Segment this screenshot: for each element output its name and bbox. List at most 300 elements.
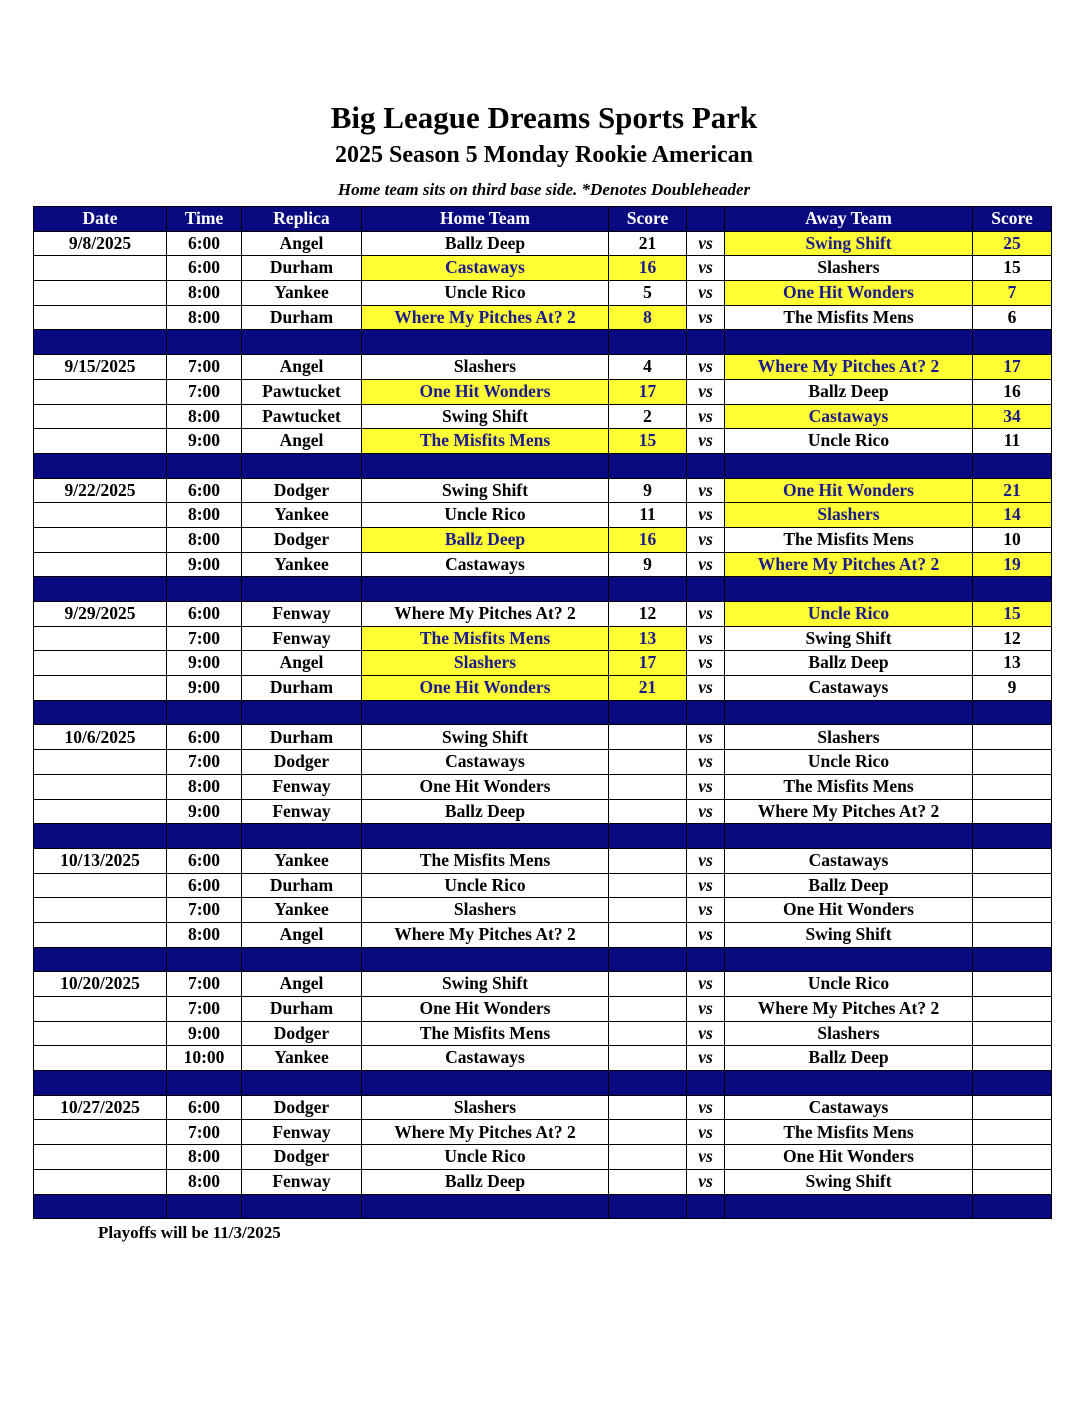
separator-cell — [973, 1071, 1052, 1096]
table-header-row — [34, 207, 1052, 232]
table-row — [34, 873, 1052, 898]
away-team: One Hit Wonders — [725, 478, 973, 503]
away-score — [973, 1145, 1052, 1170]
home-team: Slashers — [362, 355, 609, 380]
game-date: 9/15/2025 — [34, 355, 167, 380]
away-team: Castaways — [725, 1095, 973, 1120]
table-row — [34, 848, 1052, 873]
separator-cell — [725, 1071, 973, 1096]
table-row — [34, 750, 1052, 775]
vs-label: vs — [687, 873, 725, 898]
home-score — [609, 1145, 687, 1170]
home-team: The Misfits Mens — [362, 626, 609, 651]
vs-label: vs — [687, 305, 725, 330]
table-row — [34, 281, 1052, 306]
away-score: 15 — [973, 256, 1052, 281]
home-team: Uncle Rico — [362, 1145, 609, 1170]
game-date — [34, 1046, 167, 1071]
table-row — [34, 922, 1052, 947]
away-team: One Hit Wonders — [725, 898, 973, 923]
col-header-time: Time — [167, 207, 242, 232]
away-score: 15 — [973, 602, 1052, 627]
schedule-body — [34, 231, 1052, 1219]
home-score — [609, 750, 687, 775]
table-row — [34, 676, 1052, 701]
separator-cell — [687, 330, 725, 355]
table-row — [34, 355, 1052, 380]
game-time: 8:00 — [167, 527, 242, 552]
separator-cell — [687, 453, 725, 478]
separator-cell — [687, 700, 725, 725]
away-score — [973, 922, 1052, 947]
home-score — [609, 799, 687, 824]
separator-cell — [609, 1071, 687, 1096]
separator-cell — [609, 947, 687, 972]
schedule-note: Home team sits on third base side. *Denotes Doubleheader — [337, 180, 751, 199]
home-team: The Misfits Mens — [362, 1021, 609, 1046]
vs-label: vs — [687, 503, 725, 528]
separator-cell — [34, 824, 167, 849]
away-team: Slashers — [725, 1021, 973, 1046]
table-row — [34, 552, 1052, 577]
away-team: The Misfits Mens — [725, 1120, 973, 1145]
separator-cell — [362, 1194, 609, 1219]
home-score: 9 — [609, 552, 687, 577]
away-team: Ballz Deep — [725, 651, 973, 676]
home-team: Where My Pitches At? 2 — [362, 305, 609, 330]
game-replica-field: Fenway — [242, 799, 362, 824]
vs-label: vs — [687, 774, 725, 799]
vs-label: vs — [687, 626, 725, 651]
away-score: 12 — [973, 626, 1052, 651]
away-team: Castaways — [725, 404, 973, 429]
week-separator-row — [34, 453, 1052, 478]
home-score: 17 — [609, 651, 687, 676]
home-team: The Misfits Mens — [362, 429, 609, 454]
home-team: One Hit Wonders — [362, 997, 609, 1022]
home-score — [609, 1169, 687, 1194]
separator-cell — [973, 1194, 1052, 1219]
separator-cell — [242, 947, 362, 972]
game-date: 9/22/2025 — [34, 478, 167, 503]
game-time: 8:00 — [167, 922, 242, 947]
col-header-away-team: Away Team — [725, 207, 973, 232]
vs-label: vs — [687, 972, 725, 997]
separator-cell — [242, 1071, 362, 1096]
game-time: 6:00 — [167, 602, 242, 627]
table-row — [34, 799, 1052, 824]
away-score — [973, 972, 1052, 997]
week-separator-row — [34, 947, 1052, 972]
game-replica-field: Durham — [242, 305, 362, 330]
game-date — [34, 281, 167, 306]
game-date — [34, 1169, 167, 1194]
vs-label: vs — [687, 429, 725, 454]
away-team: One Hit Wonders — [725, 1145, 973, 1170]
game-date — [34, 898, 167, 923]
home-team: Castaways — [362, 552, 609, 577]
home-score — [609, 725, 687, 750]
game-date — [34, 922, 167, 947]
separator-cell — [725, 700, 973, 725]
game-date — [34, 1145, 167, 1170]
separator-cell — [34, 453, 167, 478]
home-score: 16 — [609, 527, 687, 552]
game-time: 7:00 — [167, 355, 242, 380]
home-team: Ballz Deep — [362, 1169, 609, 1194]
away-score — [973, 1095, 1052, 1120]
away-score: 6 — [973, 305, 1052, 330]
game-date — [34, 626, 167, 651]
home-team: Slashers — [362, 651, 609, 676]
week-separator-row — [34, 330, 1052, 355]
game-replica-field: Fenway — [242, 626, 362, 651]
away-score — [973, 997, 1052, 1022]
game-date: 10/27/2025 — [34, 1095, 167, 1120]
game-replica-field: Angel — [242, 651, 362, 676]
game-replica-field: Yankee — [242, 503, 362, 528]
game-time: 8:00 — [167, 281, 242, 306]
table-row — [34, 997, 1052, 1022]
home-score: 13 — [609, 626, 687, 651]
home-team: Uncle Rico — [362, 503, 609, 528]
table-row — [34, 379, 1052, 404]
game-date — [34, 379, 167, 404]
separator-cell — [242, 700, 362, 725]
home-score — [609, 1046, 687, 1071]
away-team: Swing Shift — [725, 231, 973, 256]
separator-cell — [167, 700, 242, 725]
home-team: Where My Pitches At? 2 — [362, 1120, 609, 1145]
away-score — [973, 799, 1052, 824]
game-replica-field: Dodger — [242, 478, 362, 503]
game-replica-field: Durham — [242, 873, 362, 898]
table-row — [34, 503, 1052, 528]
game-date — [34, 256, 167, 281]
separator-cell — [167, 577, 242, 602]
home-team: Where My Pitches At? 2 — [362, 602, 609, 627]
game-time: 6:00 — [167, 478, 242, 503]
table-row — [34, 231, 1052, 256]
table-row — [34, 898, 1052, 923]
game-date — [34, 1120, 167, 1145]
home-score — [609, 1021, 687, 1046]
table-row — [34, 429, 1052, 454]
home-team: Ballz Deep — [362, 231, 609, 256]
separator-cell — [167, 824, 242, 849]
separator-cell — [725, 947, 973, 972]
separator-cell — [725, 577, 973, 602]
game-replica-field: Fenway — [242, 602, 362, 627]
away-score — [973, 1046, 1052, 1071]
home-score — [609, 1120, 687, 1145]
home-team: Swing Shift — [362, 972, 609, 997]
col-header-replica: Replica — [242, 207, 362, 232]
away-score — [973, 1021, 1052, 1046]
home-team: The Misfits Mens — [362, 848, 609, 873]
separator-cell — [362, 700, 609, 725]
home-score: 15 — [609, 429, 687, 454]
game-time: 7:00 — [167, 1120, 242, 1145]
separator-cell — [973, 947, 1052, 972]
game-replica-field: Yankee — [242, 552, 362, 577]
game-time: 6:00 — [167, 256, 242, 281]
vs-label: vs — [687, 404, 725, 429]
away-team: Ballz Deep — [725, 379, 973, 404]
home-score: 11 — [609, 503, 687, 528]
game-time: 7:00 — [167, 626, 242, 651]
game-time: 9:00 — [167, 429, 242, 454]
game-replica-field: Dodger — [242, 527, 362, 552]
away-score: 21 — [973, 478, 1052, 503]
away-team: Where My Pitches At? 2 — [725, 355, 973, 380]
away-team: Uncle Rico — [725, 429, 973, 454]
separator-cell — [167, 1071, 242, 1096]
away-score: 14 — [973, 503, 1052, 528]
table-row — [34, 1169, 1052, 1194]
separator-cell — [362, 1071, 609, 1096]
away-team: Slashers — [725, 256, 973, 281]
separator-cell — [609, 700, 687, 725]
game-time: 7:00 — [167, 997, 242, 1022]
week-separator-row — [34, 700, 1052, 725]
away-score — [973, 898, 1052, 923]
home-score: 17 — [609, 379, 687, 404]
separator-cell — [687, 1194, 725, 1219]
game-date: 9/29/2025 — [34, 602, 167, 627]
game-date — [34, 305, 167, 330]
table-row — [34, 1095, 1052, 1120]
table-row — [34, 651, 1052, 676]
game-time: 6:00 — [167, 848, 242, 873]
table-row — [34, 256, 1052, 281]
table-row — [34, 478, 1052, 503]
col-header-home-score: Score — [609, 207, 687, 232]
game-time: 7:00 — [167, 750, 242, 775]
away-score — [973, 1169, 1052, 1194]
game-time: 8:00 — [167, 1169, 242, 1194]
away-team: Uncle Rico — [725, 972, 973, 997]
home-team: Where My Pitches At? 2 — [362, 922, 609, 947]
separator-cell — [34, 700, 167, 725]
away-score: 25 — [973, 231, 1052, 256]
home-team: Castaways — [362, 750, 609, 775]
separator-cell — [167, 330, 242, 355]
separator-cell — [609, 577, 687, 602]
separator-cell — [725, 1194, 973, 1219]
game-date — [34, 799, 167, 824]
home-score: 5 — [609, 281, 687, 306]
table-row — [34, 1145, 1052, 1170]
away-team: Where My Pitches At? 2 — [725, 799, 973, 824]
home-score: 8 — [609, 305, 687, 330]
separator-cell — [242, 453, 362, 478]
game-replica-field: Dodger — [242, 1095, 362, 1120]
away-score: 9 — [973, 676, 1052, 701]
separator-cell — [34, 947, 167, 972]
separator-cell — [725, 453, 973, 478]
home-team: One Hit Wonders — [362, 774, 609, 799]
home-score — [609, 972, 687, 997]
home-team: Uncle Rico — [362, 873, 609, 898]
away-score — [973, 848, 1052, 873]
home-score — [609, 1095, 687, 1120]
game-replica-field: Fenway — [242, 1120, 362, 1145]
week-separator-row — [34, 577, 1052, 602]
vs-label: vs — [687, 602, 725, 627]
home-score — [609, 774, 687, 799]
table-row — [34, 626, 1052, 651]
game-date — [34, 503, 167, 528]
home-score: 2 — [609, 404, 687, 429]
vs-label: vs — [687, 231, 725, 256]
separator-cell — [242, 1194, 362, 1219]
game-replica-field: Pawtucket — [242, 379, 362, 404]
separator-cell — [973, 824, 1052, 849]
game-replica-field: Yankee — [242, 281, 362, 306]
away-score: 10 — [973, 527, 1052, 552]
separator-cell — [34, 1071, 167, 1096]
game-date — [34, 552, 167, 577]
away-team: The Misfits Mens — [725, 527, 973, 552]
game-date — [34, 429, 167, 454]
game-replica-field: Fenway — [242, 774, 362, 799]
vs-label: vs — [687, 256, 725, 281]
home-team: One Hit Wonders — [362, 379, 609, 404]
vs-label: vs — [687, 898, 725, 923]
game-replica-field: Dodger — [242, 1021, 362, 1046]
separator-cell — [725, 824, 973, 849]
vs-label: vs — [687, 750, 725, 775]
table-row — [34, 602, 1052, 627]
home-team: Slashers — [362, 898, 609, 923]
vs-label: vs — [687, 1046, 725, 1071]
separator-cell — [34, 1194, 167, 1219]
separator-cell — [167, 1194, 242, 1219]
table-row — [34, 305, 1052, 330]
separator-cell — [362, 453, 609, 478]
home-score: 4 — [609, 355, 687, 380]
week-separator-row — [34, 1071, 1052, 1096]
week-separator-row — [34, 824, 1052, 849]
game-time: 7:00 — [167, 379, 242, 404]
separator-cell — [609, 453, 687, 478]
away-score: 11 — [973, 429, 1052, 454]
away-team: Slashers — [725, 725, 973, 750]
game-replica-field: Yankee — [242, 898, 362, 923]
game-time: 9:00 — [167, 1021, 242, 1046]
table-row — [34, 1120, 1052, 1145]
separator-cell — [973, 700, 1052, 725]
away-team: Ballz Deep — [725, 1046, 973, 1071]
away-score: 34 — [973, 404, 1052, 429]
away-score: 13 — [973, 651, 1052, 676]
game-date — [34, 651, 167, 676]
separator-cell — [687, 947, 725, 972]
separator-cell — [973, 453, 1052, 478]
game-time: 9:00 — [167, 552, 242, 577]
vs-label: vs — [687, 1095, 725, 1120]
game-replica-field: Angel — [242, 355, 362, 380]
away-score: 19 — [973, 552, 1052, 577]
game-replica-field: Dodger — [242, 1145, 362, 1170]
away-team: Uncle Rico — [725, 750, 973, 775]
table-row — [34, 1021, 1052, 1046]
separator-cell — [362, 824, 609, 849]
vs-label: vs — [687, 281, 725, 306]
away-score: 16 — [973, 379, 1052, 404]
game-time: 10:00 — [167, 1046, 242, 1071]
game-time: 9:00 — [167, 799, 242, 824]
vs-label: vs — [687, 1145, 725, 1170]
col-header-home-team: Home Team — [362, 207, 609, 232]
game-time: 7:00 — [167, 972, 242, 997]
game-replica-field: Fenway — [242, 1169, 362, 1194]
away-score — [973, 725, 1052, 750]
col-header-away-score: Score — [973, 207, 1052, 232]
col-header-vs — [687, 207, 725, 232]
table-row — [34, 972, 1052, 997]
away-score: 7 — [973, 281, 1052, 306]
away-score — [973, 1120, 1052, 1145]
game-time: 8:00 — [167, 305, 242, 330]
table-row — [34, 725, 1052, 750]
col-header-date: Date — [34, 207, 167, 232]
home-score — [609, 873, 687, 898]
home-score — [609, 997, 687, 1022]
vs-label: vs — [687, 1120, 725, 1145]
separator-cell — [34, 330, 167, 355]
separator-cell — [167, 947, 242, 972]
game-time: 8:00 — [167, 404, 242, 429]
away-team: Where My Pitches At? 2 — [725, 552, 973, 577]
game-date: 10/20/2025 — [34, 972, 167, 997]
game-time: 9:00 — [167, 676, 242, 701]
vs-label: vs — [687, 527, 725, 552]
game-date: 9/8/2025 — [34, 231, 167, 256]
away-team: Uncle Rico — [725, 602, 973, 627]
home-score: 21 — [609, 676, 687, 701]
away-team: Slashers — [725, 503, 973, 528]
away-score — [973, 873, 1052, 898]
game-time: 7:00 — [167, 898, 242, 923]
home-score — [609, 922, 687, 947]
playoffs-note: Playoffs will be 11/3/2025 — [98, 1223, 281, 1242]
home-team: Castaways — [362, 1046, 609, 1071]
separator-cell — [362, 577, 609, 602]
week-separator-row — [34, 1194, 1052, 1219]
vs-label: vs — [687, 848, 725, 873]
home-team: Ballz Deep — [362, 799, 609, 824]
game-time: 8:00 — [167, 503, 242, 528]
game-replica-field: Angel — [242, 922, 362, 947]
separator-cell — [242, 577, 362, 602]
schedule-table — [33, 206, 1052, 1219]
page-subtitle: 2025 Season 5 Monday Rookie American — [334, 142, 753, 168]
home-team: Slashers — [362, 1095, 609, 1120]
vs-label: vs — [687, 379, 725, 404]
table-row — [34, 1046, 1052, 1071]
game-date — [34, 404, 167, 429]
game-time: 6:00 — [167, 873, 242, 898]
home-score: 21 — [609, 231, 687, 256]
game-date — [34, 527, 167, 552]
game-replica-field: Pawtucket — [242, 404, 362, 429]
page-title: Big League Dreams Sports Park — [330, 100, 758, 135]
game-replica-field: Angel — [242, 972, 362, 997]
game-date — [34, 774, 167, 799]
vs-label: vs — [687, 651, 725, 676]
